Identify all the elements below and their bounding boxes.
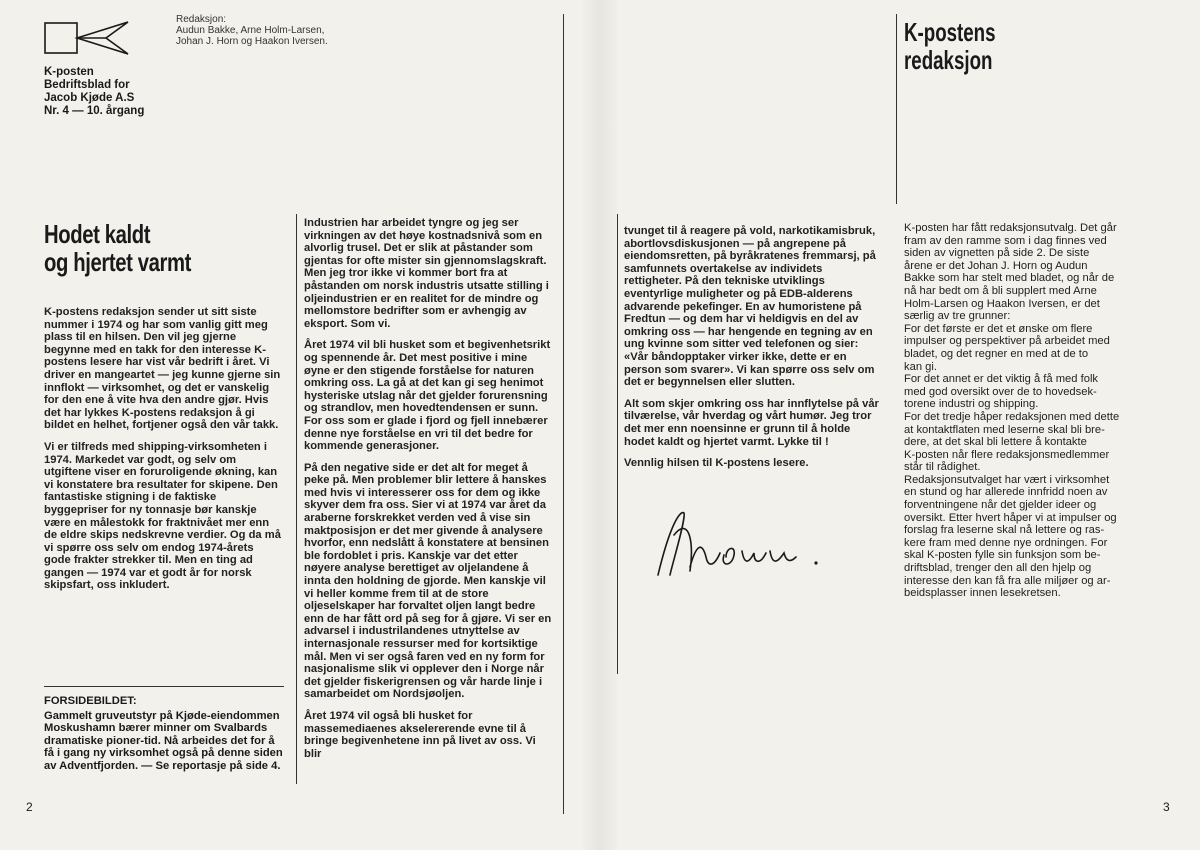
masthead-line: Nr. 4 — 10. årgang: [44, 105, 145, 117]
masthead-line: Bedriftsblad for: [44, 79, 130, 91]
line: siden av vignetten på side 2. De siste: [904, 247, 1090, 260]
line: med god oversikt over de to hovedsek-: [904, 385, 1097, 398]
paragraph: På den negative side er det alt for meget å peke på. Men problemer blir lettere å hanskes med hvis vi interesserer oss for dem og ikke skyver dem fra oss. Sier vi at 1974 var året da araberne forskrekket verden ved å vise sin maktposisjon er det mer givende å analysere hvorfor, enn nedslått å konstatere at bensinen ble fordoblet i pris. Kanskje var det etter nøyere analyse berettiget av oljelandene å innta den holdning de gjorde. Men kanskje vil vi heller komme frem til at de store oljeselskaper har forvaltet oljen langt bedre enn de har fått ord på seg for å gjøre. Vi ser en advarsel i industrilandenes utnyttelse av internasjonale ressurser med for kortsiktige mål. Men vi ser også faren ved en ny form for nasjonalisme slik vi opplever den i Norge når det gjelder fiskerigrensen og vår harde linje i samarbeidet om Nordsjøoljen.: [304, 461, 552, 701]
line: Holm-Larsen og Haakon Iversen, er det: [904, 297, 1100, 310]
line: K-posten når flere redaksjonsmedlemmer: [904, 448, 1110, 461]
cover-caption-title: FORSIDEBILDET:: [44, 695, 137, 707]
paragraph: Året 1974 vil bli husket som et begivenhetsrikt og spennende år. Det mest positive i mine øyne er den stigende forståelse for naturen omkring oss. La gå at det kan gi seg henimot hysteriske utslag når det gjelder forurensning og strandlov, men hovedtendensen er sunn. For oss som er glade i fjord og fjell innebærer denne nye forståelse en vri til det bedre for kommende generasjoner.: [304, 339, 551, 453]
line: Redaksjonsutvalget har vært i virksomhet: [904, 473, 1110, 486]
paragraph: Vi er tilfreds med shipping-virksomheten i 1974. Markedet var godt, og selv om utgiftene viser en foruroligende økning, kan vi konstatere bra resultater for skipene. Den fantastiske stigning i de faktiske byggepriser for ny tonnasje bør kanskje være en målestokk for fraktnivået mer enn de eldre skips nedskrevne verdier. Og da må vi spørre oss selv om endog 1974-årets gode frakter strekker til. Men en ting ad gangen — 1974 var et godt år for norsk skipsfart, oss inkludert.: [44, 440, 281, 592]
line: impulser og perspektiver på arbeidet med: [904, 335, 1110, 348]
line: en stund og har allerede innfridd noen av: [904, 486, 1108, 499]
line: kan gi.: [904, 360, 937, 373]
article-column-3: [624, 225, 882, 479]
headline-line: og hjertet varmt: [44, 247, 192, 277]
line: at kontaktflaten med leserne skal bli bre-: [904, 423, 1105, 436]
article-column-2: [304, 217, 554, 769]
page-number-right: 3: [1163, 800, 1170, 814]
line: driftsblad, trenger den all den hjelp og: [904, 562, 1092, 575]
redaksjon-line: Audun Bakke, Arne Holm-Larsen,: [176, 25, 325, 36]
line: forventningene når det gjelder ideer og: [904, 499, 1097, 512]
article-column-4: [904, 222, 1154, 600]
page-gutter: [580, 0, 620, 850]
line: kere fram med denne nye ordningen. For: [904, 536, 1108, 549]
line: beidsplasser innen lesekretsen.: [904, 587, 1061, 600]
section-title: [904, 18, 996, 74]
paragraph: Året 1974 vil også bli husket for massemediaenes akselererende evne til å bringe begivenhetene inn på livet av oss. Vi blir: [304, 709, 536, 760]
line: torene industri og shipping.: [904, 398, 1039, 411]
redaksjon-line: Johan J. Horn og Haakon Iversen.: [176, 36, 328, 47]
column-rule: [617, 214, 618, 674]
line: skal K-posten fylle sin funksjon som be-: [904, 549, 1101, 562]
line: dere, at det skal bli lettere å kontakte: [904, 436, 1087, 449]
divider: [44, 686, 284, 687]
line: K-posten har fått redaksjonsutvalg. Det går: [904, 222, 1117, 234]
redaksjon-line: Redaksjon:: [176, 14, 227, 25]
paragraph: Alt som skjer omkring oss har innflytelse på vår tilværelse, vår hverdag og vårt humør. Jeg tror det mer enn noensinne er grunn til å holde hodet kaldt og hjertet varmt. Lykke til !: [624, 397, 879, 448]
line: bladet, og det regner en med at de to: [904, 347, 1089, 360]
article-headline: [44, 220, 191, 276]
paragraph: Vennlig hilsen til K-postens lesere.: [624, 457, 809, 470]
line: fram av den ramme som i dag finnes ved: [904, 234, 1107, 247]
cover-caption: [44, 695, 284, 773]
line: For det tredje håper redaksjonen med dette: [904, 410, 1120, 423]
section-title-line: redaksjon: [904, 45, 993, 75]
line: interesse den kan få fra alle miljøer og ar-: [904, 574, 1111, 587]
section-title-line: K-postens: [904, 17, 996, 47]
cover-caption-text: Gammelt gruveutstyr på Kjøde-eiendommen Moskushamn bærer minner om Svalbards dramatiske pioner-tid. Nå arbeides det for å få i gang ny virksomhet også på denne siden av Adventfjorden. — Se reportasje på side 4.: [44, 709, 283, 772]
line: særlig av tre grunner:: [904, 310, 1011, 323]
page-number-left: 2: [26, 800, 33, 814]
line: står til rådighet.: [904, 461, 981, 474]
headline-line: Hodet kaldt: [44, 219, 151, 249]
page-rule: [563, 14, 564, 814]
paragraph: K-postens redaksjon sender ut sitt siste nummer i 1974 og har som vanlig gitt meg plass til en hilsen. Den vil jeg gjerne begynne med en takk for den interesse K-postens lesere har vist vår bedrift i året. Vi driver en mangeartet — jeg kunne gjerne sin innflokt — virksomhet, og det er vanskelig for den ene å vite hva den andre gjør. Hvis det har lykkes K-postens redaksjon å gi bildet en helhet, fortjener også den vår takk.: [44, 306, 281, 432]
paragraph: tvunget til å reagere på vold, narkotikamisbruk, abortlovsdiskusjonen — på angrepene på eiendomsretten, på byråkratenes fremmarsj, på samfunnets overtakelse av individets rettigheter. På den tekniske utviklings eventyrlige muligheter og på EDB-alderens advarende pekefinger. En av humoristene på Fredtun — og dem har vi heldigvis en del av omkring oss — har hengende en tegning av en ung kvinne som sitter ved telefonen og sier: «Vår båndopptaker virker ikke, dette er en person som svarer». Vi kan spørre oss selv om det er begynnelsen eller slutten.: [624, 225, 876, 389]
masthead: [44, 66, 144, 118]
line: årene er det Johan J. Horn og Audun: [904, 259, 1088, 272]
line: For det annet er det viktig å få med folk: [904, 373, 1099, 386]
editorial-board: [176, 14, 328, 47]
column-rule: [296, 214, 297, 784]
line: For det første er det et ønske om flere: [904, 322, 1093, 335]
masthead-line: Jacob Kjøde A.S: [44, 92, 135, 104]
masthead-line: K-posten: [44, 66, 94, 78]
line: Bakke som har stelt med bladet, og når de: [904, 272, 1115, 285]
article-column-1: [44, 306, 282, 601]
handwritten-signature-icon: [650, 505, 830, 585]
line: forslag fra leserne skal nå lettere og ras-: [904, 524, 1105, 537]
k-posten-logo-icon: [44, 20, 130, 56]
paragraph: Industrien har arbeidet tyngre og jeg ser virkningen av det høye kostnadsnivå som en alvorlig trusel. Det er slik at påstander som gjentas for ofte mister sin gjennomslagskraft. Men jeg tror ikke vi kommer bort fra at påstanden om norsk industris utsatte stilling i oljeindustrien er en realitet for de mindre og mellomstore bedrifter som er avhengig av eksport. Som vi.: [304, 217, 549, 330]
line: oversikt. Etter hvert håper vi at impulser og: [904, 511, 1117, 524]
column-rule: [896, 14, 897, 204]
line: nå har bedt om å bli supplert med Arne: [904, 284, 1097, 297]
